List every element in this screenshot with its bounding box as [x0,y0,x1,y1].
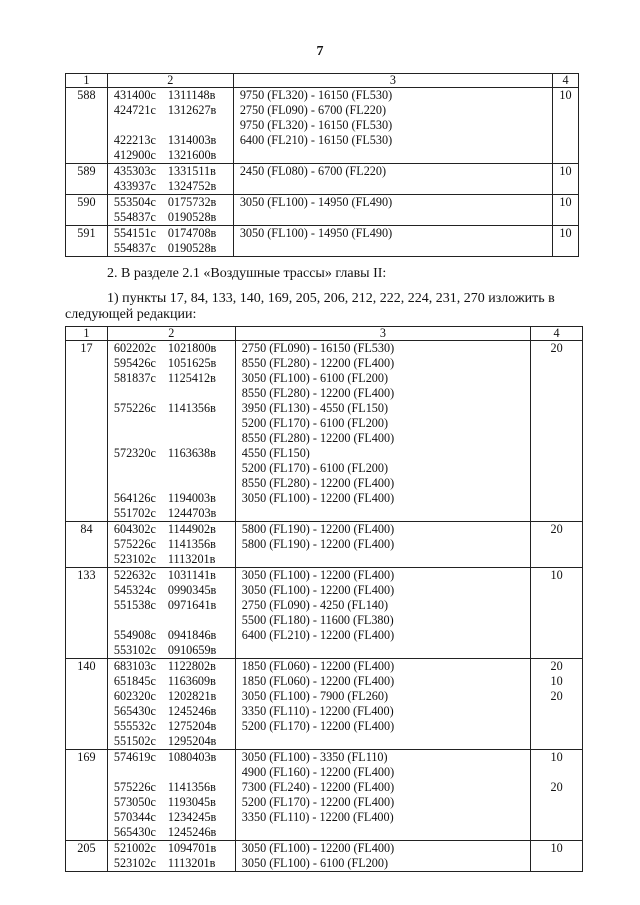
coordinate-line [114,401,235,416]
longitude: 1194003в [167,491,216,505]
width-value: 10 [550,750,563,764]
longitude: 1125412в [167,371,216,385]
latitude: 575226с [113,780,156,794]
point-number: 140 [66,659,108,750]
flight-level-line: 3050 (FL100) - 6100 (FL200) [241,856,389,870]
column-header: 2 [107,74,233,88]
longitude: 0190528в [167,241,217,255]
coordinate-line [114,461,235,476]
flight-level-line: 3050 (FL100) - 14950 (FL490) [239,195,393,209]
latitude: 554837с [113,210,156,224]
flight-level-line: 8550 (FL280) - 12200 (FL400) [241,476,395,490]
latitude: 433937с [113,179,156,193]
flight-level-line: 3050 (FL100) - 14950 (FL490) [239,226,393,240]
table-row [66,226,579,257]
flight-level-line: 6400 (FL210) - 12200 (FL400) [241,628,395,642]
coordinate-line [114,491,235,506]
longitude: 0175732в [167,195,217,209]
coordinate-line [114,810,235,825]
width-value: 10 [550,841,563,855]
width-value: 10 [559,88,572,102]
coordinates-cell [107,522,235,568]
flight-level-line: 4550 (FL150) [241,446,310,460]
width-value [531,765,582,780]
latitude: 595426с [113,356,156,370]
flight-level-line: 9750 (FL320) - 16150 (FL530) [239,118,393,132]
item-text-line1: 1) пункты 17, 84, 133, 140, 169, 205, 206, 212, 222, 224, 231, 270 изложить в [107,291,555,306]
width-value: 10 [559,195,572,209]
flight-level-line: 5200 (FL170) - 12200 (FL400) [241,795,395,809]
flight-levels-cell [233,164,552,195]
width-value: 10 [550,674,563,688]
flight-level-line: 2750 (FL090) - 6700 (FL220) [239,103,387,117]
latitude: 545324с [113,583,156,597]
point-number: 590 [66,195,108,226]
flight-level-line: 2750 (FL090) - 4250 (FL140) [241,598,389,612]
flight-level-line: 1850 (FL060) - 12200 (FL400) [241,674,395,688]
table-row [66,522,583,568]
column-header: 2 [107,327,235,341]
flight-level-line: 7300 (FL240) - 12200 (FL400) [241,780,395,794]
table-row [66,568,583,659]
table-body [66,327,583,872]
coordinates-cell [107,226,233,257]
coordinates-cell [107,659,235,750]
flight-level-line: 3050 (FL100) - 12200 (FL400) [241,491,395,505]
point-number: 588 [66,88,108,164]
longitude: 0971641в [167,598,217,612]
coordinate-line [114,210,233,225]
flight-level-line: 5800 (FL190) - 12200 (FL400) [241,537,395,551]
longitude: 0174708в [167,226,217,240]
flight-level-line: 3350 (FL110) - 12200 (FL400) [241,704,394,718]
coordinate-line [114,446,235,461]
table-row [66,88,579,164]
item-text-line2: следующей редакции: [65,307,197,322]
width-cell [531,522,583,568]
longitude: 0990345в [167,583,217,597]
longitude: 1314003в [167,133,217,147]
width-cell [531,659,583,750]
longitude: 1122802в [167,659,216,673]
flight-level-line: 1850 (FL060) - 12200 (FL400) [241,659,395,673]
point-number: 589 [66,164,108,195]
longitude: 1141356в [167,537,216,551]
flight-level-line: 4900 (FL160) - 12200 (FL400) [241,765,395,779]
coordinate-line [114,780,235,795]
latitude: 435303с [113,164,156,178]
latitude: 521002с [113,841,156,855]
flight-levels-cell [235,750,530,841]
coordinate-line [114,241,233,256]
coordinate-line [114,537,235,552]
flight-level-line: 8550 (FL280) - 12200 (FL400) [241,431,395,445]
coordinate-line [114,226,233,241]
header-row [66,327,583,341]
longitude: 1113201в [167,552,216,566]
longitude: 1234245в [167,810,217,824]
width-cell [553,88,579,164]
latitude: 602320с [113,689,156,703]
width-value: 10 [550,568,563,582]
page-number: 7 [316,44,324,59]
column-header: 1 [66,74,108,88]
coordinate-line [114,674,235,689]
coordinate-line [114,431,235,446]
longitude: 1295204в [167,734,217,748]
longitude: 1144902в [167,522,216,536]
latitude: 422213с [113,133,156,147]
longitude: 1321600в [167,148,217,162]
longitude: 1094701в [167,841,217,855]
coordinates-cell [107,195,233,226]
latitude: 522632с [113,568,156,582]
latitude: 573050с [113,795,156,809]
width-cell [553,164,579,195]
width-cell [531,750,583,841]
flight-level-line: 3050 (FL100) - 3350 (FL110) [241,750,388,764]
coordinates-cell [107,568,235,659]
coordinates-cell [107,88,233,164]
flight-level-line: 2450 (FL080) - 6700 (FL220) [239,164,387,178]
flight-levels-cell [235,522,530,568]
width-value: 10 [559,226,572,240]
column-header: 3 [233,74,552,88]
coordinate-line [114,88,233,103]
latitude: 570344с [113,810,156,824]
point-number: 84 [66,522,108,568]
latitude: 651845с [113,674,156,688]
coordinate-line [114,856,235,871]
table-row [66,841,583,872]
width-value: 20 [550,659,563,673]
width-value: 20 [550,780,563,794]
flight-levels-cell [233,195,552,226]
latitude: 572320с [113,446,156,460]
flight-level-line: 3350 (FL110) - 12200 (FL400) [241,810,394,824]
flight-level-line: 3950 (FL130) - 4550 (FL150) [241,401,389,415]
latitude: 565430с [113,704,156,718]
latitude: 551538с [113,598,156,612]
flight-level-line: 3050 (FL100) - 12200 (FL400) [241,568,395,582]
latitude: 565430с [113,825,156,839]
latitude: 424721с [113,103,156,117]
flight-level-line: 6400 (FL210) - 16150 (FL530) [239,133,393,147]
latitude: 575226с [113,401,156,415]
coordinate-line [114,356,235,371]
latitude: 523102с [113,552,156,566]
latitude: 683103с [113,659,156,673]
longitude: 1163609в [167,674,216,688]
latitude: 551702с [113,506,156,520]
coordinate-line [114,568,235,583]
width-cell [531,341,583,522]
coordinate-line [114,103,233,118]
latitude: 431400с [113,88,156,102]
point-number: 205 [66,841,108,872]
longitude: 1324752в [167,179,217,193]
coordinate-line [114,386,235,401]
table-row [66,750,583,841]
flight-level-line: 2750 (FL090) - 16150 (FL530) [241,341,395,355]
latitude: 554908с [113,628,156,642]
width-value: 10 [559,164,572,178]
coordinate-line [114,133,233,148]
coordinate-line [114,643,235,658]
longitude: 1193045в [167,795,216,809]
coordinate-line [114,506,235,521]
width-cell [553,195,579,226]
table-row [66,659,583,750]
flight-level-line: 5800 (FL190) - 12200 (FL400) [241,522,395,536]
flight-level-line: 5500 (FL180) - 11600 (FL380) [241,613,394,627]
coordinate-line [114,659,235,674]
point-number: 17 [66,341,108,522]
coordinate-line [114,164,233,179]
longitude: 1331511в [167,164,216,178]
latitude: 553102с [113,643,156,657]
latitude: 412900с [113,148,156,162]
air-routes-table [65,326,583,872]
coordinate-line [114,179,233,194]
point-number: 133 [66,568,108,659]
flight-level-line: 5200 (FL170) - 6100 (FL200) [241,461,389,475]
longitude: 1244703в [167,506,217,520]
coordinates-cell [107,750,235,841]
longitude: 1051625в [167,356,217,370]
latitude: 554151с [113,226,156,240]
longitude: 1080403в [167,750,217,764]
flight-level-line: 3050 (FL100) - 6100 (FL200) [241,371,389,385]
coordinate-line [114,118,233,133]
header-row [66,74,579,88]
table-body [66,74,579,257]
coordinate-line [114,613,235,628]
longitude: 1245246в [167,825,217,839]
longitude: 1311148в [167,88,216,102]
longitude: 0910659в [167,643,217,657]
table-row [66,195,579,226]
coordinate-line [114,689,235,704]
coordinate-line [114,416,235,431]
coordinate-line [114,719,235,734]
coordinate-line [114,476,235,491]
latitude: 564126с [113,491,156,505]
longitude: 1163638в [167,446,216,460]
flight-level-line: 9750 (FL320) - 16150 (FL530) [239,88,393,102]
longitude: 1141356в [167,780,216,794]
flight-levels-cell [233,226,552,257]
coordinate-line [114,522,235,537]
coordinate-line [114,148,233,163]
latitude: 555532с [113,719,156,733]
table-row [66,341,583,522]
latitude: 602202с [113,341,156,355]
width-cell [531,841,583,872]
flight-levels-cell [235,341,530,522]
coordinate-line [114,841,235,856]
flight-levels-cell [235,841,530,872]
flight-levels-cell [235,659,530,750]
flight-levels-cell [235,568,530,659]
flight-level-line: 8550 (FL280) - 12200 (FL400) [241,386,395,400]
longitude: 0190528в [167,210,217,224]
coordinate-line [114,765,235,780]
width-value: 20 [550,341,563,355]
latitude: 581837с [113,371,156,385]
coordinate-line [114,750,235,765]
coordinate-line [114,195,233,210]
latitude: 523102с [113,856,156,870]
point-number: 169 [66,750,108,841]
longitude: 1245246в [167,704,217,718]
latitude: 604302с [113,522,156,536]
column-header: 4 [553,74,579,88]
column-header: 3 [235,327,530,341]
coordinate-line [114,704,235,719]
width-cell [531,568,583,659]
latitude: 551502с [113,734,156,748]
coordinate-line [114,371,235,386]
flight-level-line: 8550 (FL280) - 12200 (FL400) [241,356,395,370]
longitude: 1031141в [167,568,216,582]
coordinate-line [114,583,235,598]
flight-level-line: 3050 (FL100) - 12200 (FL400) [241,583,395,597]
longitude: 1113201в [167,856,216,870]
latitude: 575226с [113,537,156,551]
coordinate-line [114,341,235,356]
longitude: 1021800в [167,341,217,355]
coordinates-cell [107,841,235,872]
longitude: 1312627в [167,103,217,117]
airway-points-table [65,73,579,257]
coordinates-cell [107,341,235,522]
coordinate-line [114,795,235,810]
latitude: 574619с [113,750,156,764]
coordinate-line [114,552,235,567]
flight-level-line: 3050 (FL100) - 7900 (FL260) [241,689,389,703]
column-header: 1 [66,327,108,341]
flight-level-line: 5200 (FL170) - 12200 (FL400) [241,719,395,733]
width-cell [553,226,579,257]
latitude: 554837с [113,241,156,255]
latitude: 553504с [113,195,156,209]
longitude: 1275204в [167,719,217,733]
point-number: 591 [66,226,108,257]
longitude: 1202821в [167,689,217,703]
section-heading: 2. В разделе 2.1 «Воздушные трассы» главы II: [107,266,387,281]
coordinate-line [114,825,235,840]
width-value: 20 [550,689,563,703]
flight-level-line: 5200 (FL170) - 6100 (FL200) [241,416,389,430]
coordinates-cell [107,164,233,195]
coordinate-line [114,598,235,613]
table-row [66,164,579,195]
coordinate-line [114,628,235,643]
width-value: 20 [550,522,563,536]
flight-level-line: 3050 (FL100) - 12200 (FL400) [241,841,395,855]
coordinate-line [114,734,235,749]
column-header: 4 [531,327,583,341]
flight-levels-cell [233,88,552,164]
longitude: 0941846в [167,628,217,642]
longitude: 1141356в [167,401,216,415]
